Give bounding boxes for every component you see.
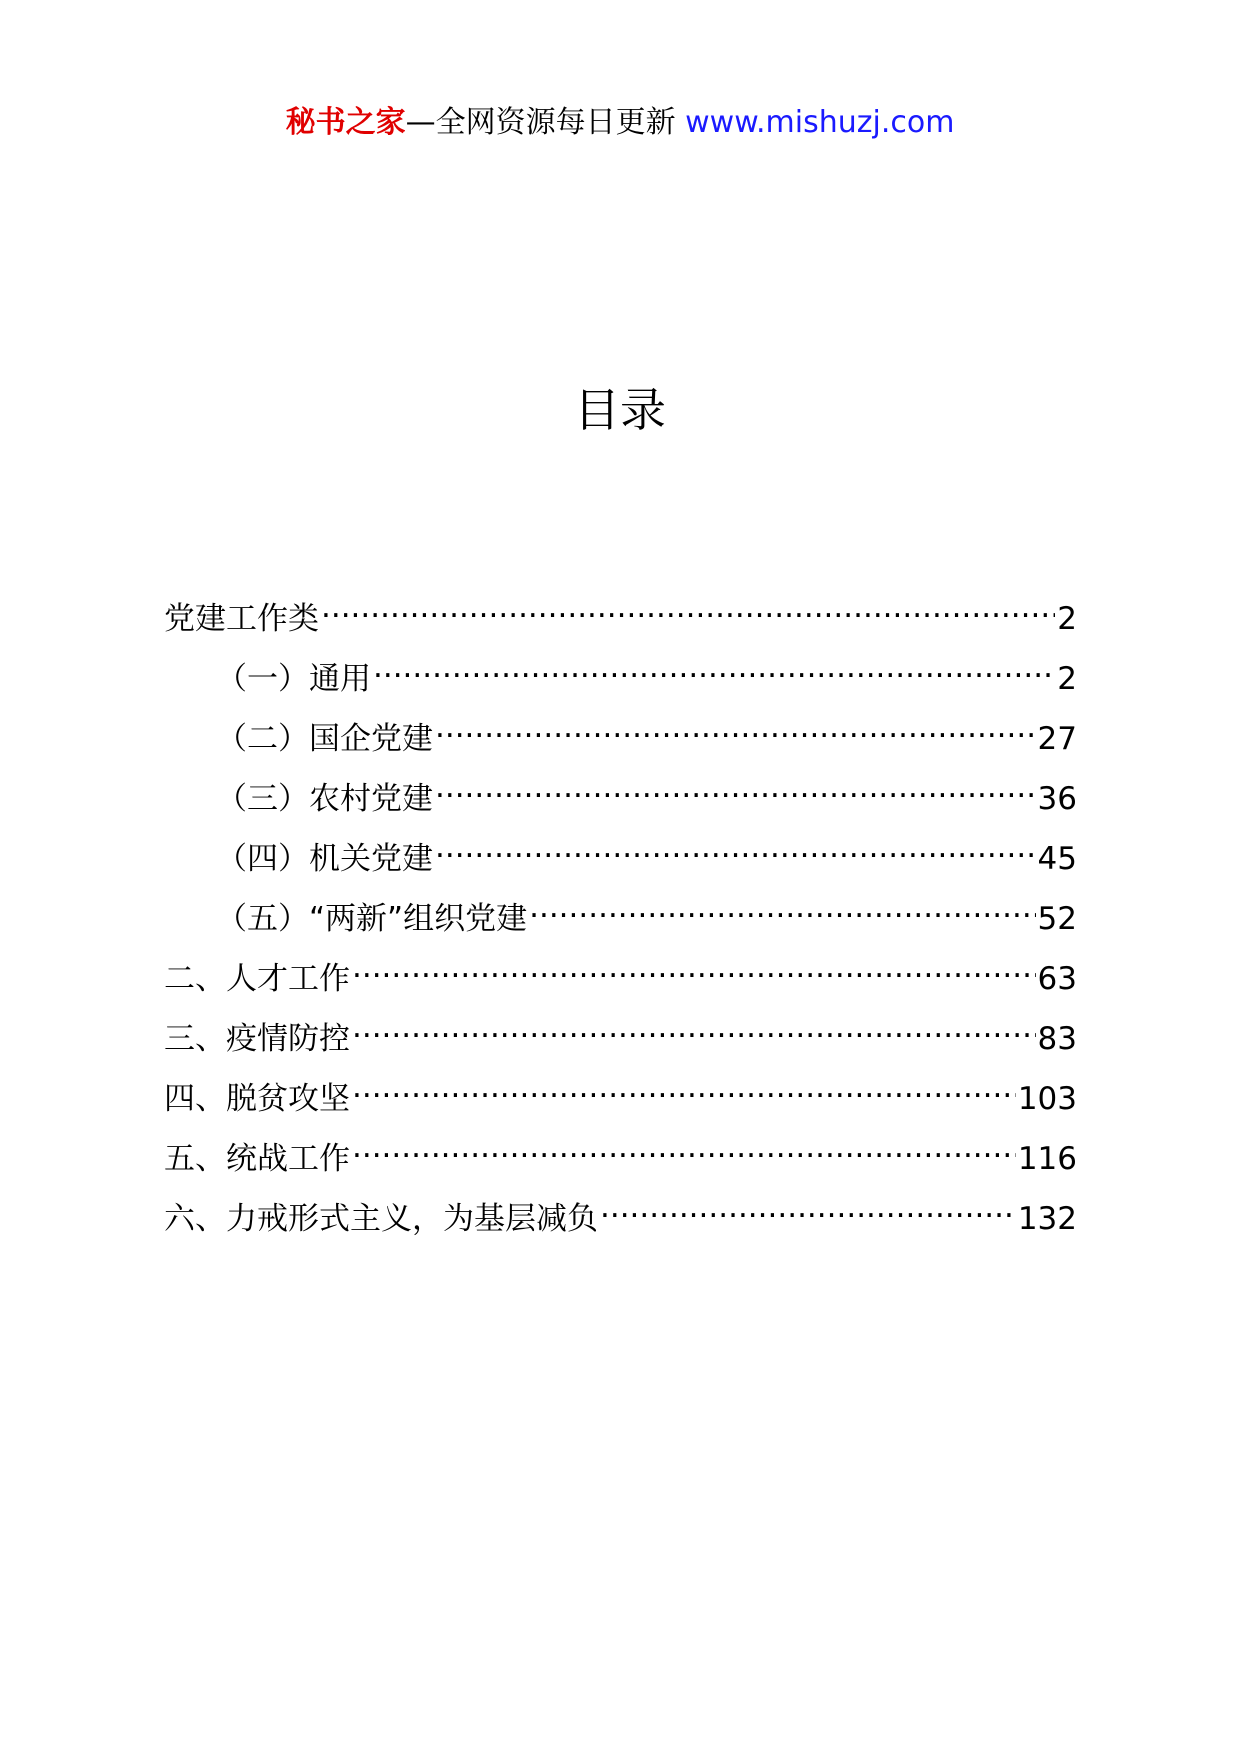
toc-dot-leader — [352, 1005, 1036, 1049]
toc-entry-page: 2 — [1057, 601, 1077, 637]
toc-dot-leader — [352, 1065, 1016, 1109]
toc-entry-label: （一）通用 — [216, 661, 371, 697]
toc-dot-leader — [600, 1185, 1016, 1229]
table-of-contents — [164, 585, 1077, 1245]
toc-entry-general[interactable] — [164, 645, 1077, 705]
website-link[interactable]: www.mishuzj.com — [685, 105, 955, 140]
toc-dot-leader — [435, 765, 1036, 809]
toc-entry-label: （二）国企党建 — [216, 721, 433, 757]
toc-entry-page: 132 — [1017, 1201, 1077, 1237]
toc-entry-rural[interactable] — [164, 765, 1077, 825]
toc-entry-label: 三、疫情防控 — [164, 1021, 350, 1057]
toc-entry-poverty[interactable] — [164, 1065, 1077, 1125]
toc-dot-leader — [529, 885, 1035, 929]
toc-dot-leader — [352, 1125, 1016, 1169]
toc-entry-label: 五、统战工作 — [164, 1141, 350, 1177]
toc-entry-label: （四）机关党建 — [216, 841, 433, 877]
toc-entry-label: 六、力戒形式主义，为基层减负 — [164, 1201, 598, 1237]
toc-entry-epidemic[interactable] — [164, 1005, 1077, 1065]
toc-entry-page: 83 — [1037, 1021, 1077, 1057]
toc-dot-leader — [352, 945, 1036, 989]
toc-dot-leader — [321, 585, 1055, 629]
toc-entry-label: 二、人才工作 — [164, 961, 350, 997]
page-header — [0, 100, 1240, 146]
toc-entry-page: 2 — [1057, 661, 1077, 697]
toc-entry-page: 116 — [1017, 1141, 1077, 1177]
toc-entry-soe[interactable] — [164, 705, 1077, 765]
toc-entry-page: 52 — [1037, 901, 1077, 937]
toc-entry-page: 45 — [1037, 841, 1077, 877]
toc-entry-label: （五）“两新”组织党建 — [216, 901, 528, 937]
toc-entry-two-new[interactable] — [164, 885, 1077, 945]
toc-entry-talent[interactable] — [164, 945, 1077, 1005]
toc-entry-page: 103 — [1017, 1081, 1077, 1117]
brand-name: 秘书之家 — [285, 105, 406, 140]
toc-entry-government[interactable] — [164, 825, 1077, 885]
toc-dot-leader — [435, 705, 1036, 749]
toc-entry-united-front[interactable] — [164, 1125, 1077, 1185]
toc-entry-page: 36 — [1037, 781, 1077, 817]
toc-entry-formalism[interactable] — [164, 1185, 1077, 1245]
toc-title: 目录 — [574, 383, 666, 437]
toc-entry-label: 党建工作类 — [164, 601, 319, 637]
toc-dot-leader — [435, 825, 1036, 869]
toc-entry-label: 四、脱贫攻坚 — [164, 1081, 350, 1117]
header-tagline: —全网资源每日更新 — [405, 105, 676, 140]
toc-entry-page: 63 — [1037, 961, 1077, 997]
toc-entry-party-building[interactable] — [164, 585, 1077, 645]
toc-entry-label: （三）农村党建 — [216, 781, 433, 817]
toc-entry-page: 27 — [1037, 721, 1077, 757]
toc-dot-leader — [373, 645, 1055, 689]
